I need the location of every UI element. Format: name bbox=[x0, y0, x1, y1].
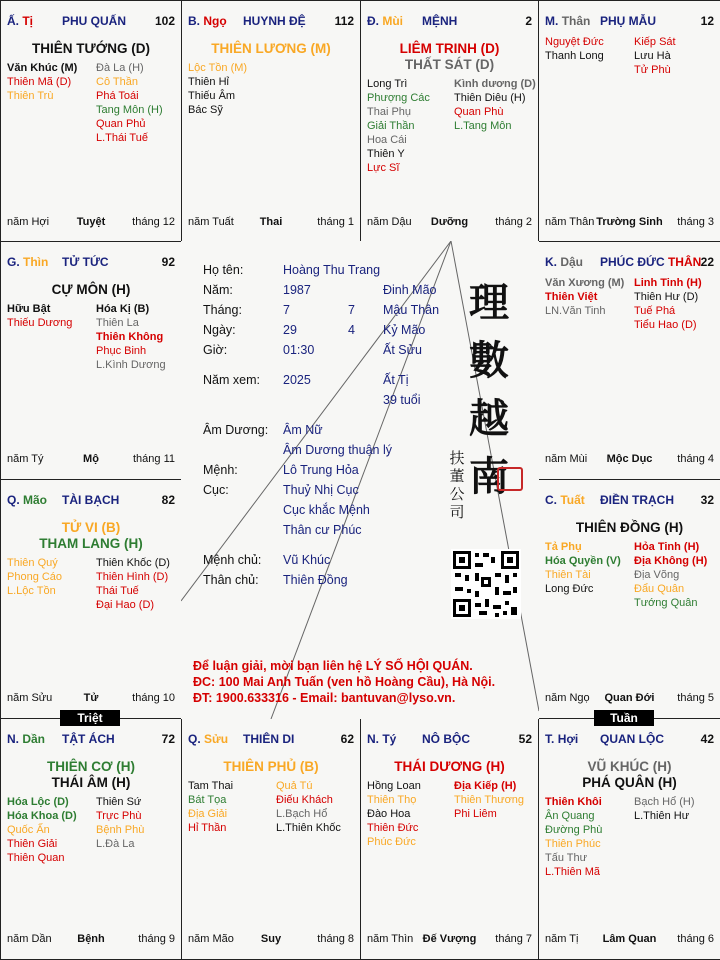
palace-mui bbox=[360, 0, 539, 243]
palace-footer bbox=[545, 453, 714, 467]
minor-star: Kình dương (D) bbox=[454, 78, 536, 90]
palace-name: HUYNH ĐỆ bbox=[243, 14, 306, 28]
main-star: CỰ MÔN (H) bbox=[51, 282, 131, 297]
contact-line-2: ĐC: 100 Mai Anh Tuấn (ven hồ Hoàng Cầu), Hà Nội. bbox=[193, 675, 496, 689]
minor-star: Hóa Quyền (V) bbox=[545, 555, 621, 567]
minor-star: Địa Kiếp (H) bbox=[454, 780, 517, 792]
palace-number: 22 bbox=[700, 255, 714, 269]
minor-star: L.Thiên Hư bbox=[634, 810, 690, 822]
minor-star: Thanh Long bbox=[545, 50, 604, 62]
palace-name: THIÊN DI bbox=[243, 732, 295, 746]
palace-header bbox=[545, 14, 714, 30]
palace-number: 112 bbox=[334, 14, 354, 28]
minor-star: Đẩu Quân bbox=[634, 583, 685, 595]
minor-star: Hóa Khoa (D) bbox=[7, 810, 77, 822]
palace-name: PHỤ MẪU bbox=[600, 14, 656, 28]
minor-star: Thiên Việt bbox=[545, 291, 598, 303]
minor-star: LN.Văn Tinh bbox=[545, 305, 606, 317]
palace-footer bbox=[545, 933, 714, 947]
palace-number: 42 bbox=[700, 732, 714, 746]
palace-name: QUAN LỘC bbox=[600, 732, 664, 746]
stars-right bbox=[634, 276, 702, 332]
palace-header bbox=[545, 493, 714, 509]
minor-star: Thiên Hình (D) bbox=[96, 571, 169, 583]
footer-month: tháng 7 bbox=[495, 933, 532, 945]
stars-left bbox=[545, 795, 602, 879]
minor-star: Tuế Phá bbox=[634, 305, 676, 317]
palace-main-stars bbox=[1, 520, 181, 552]
stars-left bbox=[545, 276, 624, 318]
palace-main-stars bbox=[361, 759, 538, 775]
minor-star: Thiên La bbox=[96, 317, 139, 329]
footer-month: tháng 10 bbox=[132, 692, 175, 704]
palace-thin bbox=[0, 241, 182, 480]
palace-footer bbox=[7, 216, 175, 230]
palace-dau bbox=[538, 241, 720, 480]
minor-star: Thiên Trù bbox=[7, 90, 54, 102]
minor-star: L.Thiên Khốc bbox=[276, 822, 341, 834]
footer-stage: Lâm Quan bbox=[602, 933, 657, 945]
minor-star: Địa Võng bbox=[634, 569, 680, 581]
main-star: THAM LANG (H) bbox=[39, 536, 143, 551]
footer-stage: Suy bbox=[260, 933, 282, 945]
palace-footer bbox=[7, 692, 175, 706]
minor-star: Tả Phụ bbox=[545, 541, 582, 553]
minor-star: Thiên Sứ bbox=[96, 796, 142, 808]
main-star: THIÊN PHỦ (B) bbox=[223, 759, 319, 774]
small-calligraphy: 扶 董 公 司 bbox=[449, 449, 465, 521]
minor-star: L.Kình Dương bbox=[96, 359, 166, 371]
footer-year: năm Thân bbox=[545, 216, 595, 228]
palace-than bbox=[538, 0, 720, 243]
palace-name: MỆNH bbox=[422, 14, 458, 28]
stars-right bbox=[96, 556, 170, 612]
stars-right bbox=[454, 77, 536, 133]
palace-can-chi: B. Ngọ bbox=[188, 14, 227, 28]
calligraphy-char-3: 越 bbox=[469, 395, 509, 442]
palace-footer bbox=[7, 453, 175, 467]
footer-year: năm Dậu bbox=[367, 216, 412, 228]
stars-right bbox=[96, 302, 166, 372]
stars-left bbox=[188, 779, 233, 835]
minor-star: Địa Giải bbox=[188, 808, 228, 820]
minor-star: Thiếu Dương bbox=[7, 317, 73, 329]
palace-header bbox=[367, 14, 532, 30]
palace-header bbox=[7, 493, 175, 509]
footer-stage: Quan Đới bbox=[604, 692, 655, 704]
minor-star: Lực Sĩ bbox=[367, 162, 400, 174]
minor-star: Quan Phủ bbox=[96, 118, 146, 130]
palace-can-chi: Q. Mão bbox=[7, 493, 48, 507]
footer-month: tháng 4 bbox=[677, 453, 714, 465]
minor-star: Long Đức bbox=[545, 583, 594, 595]
palace-number: 52 bbox=[518, 732, 532, 746]
palace-number: 92 bbox=[161, 255, 175, 269]
stars-right bbox=[276, 779, 341, 835]
minor-star: Thiên Quan bbox=[7, 852, 65, 864]
palace-can-chi: Q. Sửu bbox=[188, 732, 229, 746]
palace-footer bbox=[188, 933, 354, 947]
palace-ngo bbox=[181, 0, 361, 243]
minor-star: Quốc Ấn bbox=[7, 824, 50, 836]
footer-stage: Bệnh bbox=[77, 933, 105, 945]
palace-number: 62 bbox=[340, 732, 354, 746]
footer-year: năm Hợi bbox=[7, 216, 50, 228]
minor-star: Thiên Không bbox=[96, 331, 164, 343]
minor-star: Tấu Thư bbox=[545, 852, 588, 864]
main-star: PHÁ QUÂN (H) bbox=[582, 775, 677, 790]
minor-star: Tử Phù bbox=[634, 64, 671, 76]
minor-star: L.Lộc Tồn bbox=[7, 585, 56, 597]
minor-star: Đào Hoa bbox=[367, 808, 411, 820]
stars-left bbox=[7, 302, 72, 330]
palace-ty bbox=[360, 718, 539, 960]
footer-year: năm Mão bbox=[188, 933, 234, 945]
footer-stage: Mộ bbox=[83, 453, 99, 465]
minor-star: Địa Không (H) bbox=[634, 555, 708, 567]
footer-stage: Đế Vượng bbox=[422, 933, 477, 945]
stars-left bbox=[545, 35, 604, 63]
palace-can-chi: N. Dần bbox=[7, 732, 46, 746]
red-seal-stamp bbox=[497, 467, 523, 491]
footer-year: năm Sửu bbox=[7, 692, 53, 704]
palace-number: 32 bbox=[700, 493, 714, 507]
palace-main-stars bbox=[182, 759, 360, 775]
minor-star: Phục Binh bbox=[96, 345, 147, 357]
minor-star: Phong Cáo bbox=[7, 571, 63, 583]
minor-star: Thiên Khôi bbox=[545, 796, 602, 808]
palace-name: TẬT ÁCH bbox=[62, 732, 115, 746]
minor-star: Phúc Đức bbox=[367, 836, 416, 848]
minor-star: Lộc Tồn (M) bbox=[188, 62, 248, 74]
stars-left bbox=[367, 77, 430, 175]
main-star: TỬ VI (B) bbox=[61, 520, 121, 535]
palace-main-stars bbox=[361, 41, 538, 73]
palace-name: TỬ TỨC bbox=[62, 255, 109, 269]
palace-can-chi: Ấ. Tị bbox=[7, 14, 34, 28]
main-star: THÁI DƯƠNG (H) bbox=[394, 759, 505, 774]
main-star: VŨ KHÚC (H) bbox=[587, 759, 672, 774]
footer-month: tháng 3 bbox=[677, 216, 714, 228]
palace-header bbox=[188, 14, 354, 30]
palace-number: 2 bbox=[525, 14, 532, 28]
footer-stage: Mộc Dục bbox=[606, 453, 653, 465]
minor-star: Thiên Quý bbox=[7, 557, 58, 569]
minor-star: Bác Sỹ bbox=[188, 104, 223, 116]
minor-star: Thiên Thương bbox=[454, 794, 525, 806]
minor-star: Tam Thai bbox=[188, 780, 234, 792]
palace-header bbox=[545, 732, 714, 748]
palace-footer bbox=[367, 216, 532, 230]
center-info-panel: Họ tên: Hoàng Thu Trang Năm: 1987 Đinh Mão Tháng: 7 7 Mậu Thân Ngày: 29 4 Kỷ Mão Giờ: 01:30 Ất Sửu Năm xem: 2025 Ất Tị 39 tuổi Âm Dương: Âm Nữ Âm Dương thuận lý Mệnh: Lô Trung Hỏa Cục: Thuỷ Nhị Cục Cục khắc Mệnh Thân cư Phúc Mệnh chủ: Vũ Khúc Thân chủ: Thiên Đồng 理 數 越 南 扶 董 公 司 Để luận giải, mời bạn liên hệ LÝ SỐ HỘI QUÁN. ĐC: 100 Mai Anh Tuấn (ven hồ Hoàng Cầu), Hà Nội. ĐT: 1900.633316 - Email: bantuvan@lyso.vn. bbox=[181, 241, 539, 719]
main-star: THIÊN CƠ (H) bbox=[46, 759, 135, 774]
palace-number: 82 bbox=[161, 493, 175, 507]
minor-star: Điếu Khách bbox=[276, 794, 333, 806]
palace-mao bbox=[0, 479, 182, 719]
stars-right bbox=[454, 779, 524, 821]
palace-header bbox=[367, 732, 532, 748]
info-am-duong-2: Âm Dương thuận lý bbox=[283, 443, 392, 457]
info-tuoi: 39 tuổi bbox=[383, 393, 421, 407]
footer-month: tháng 8 bbox=[317, 933, 354, 945]
palace-main-stars bbox=[1, 41, 181, 57]
palace-can-chi: N. Tý bbox=[367, 732, 397, 746]
minor-star: Đại Hao (D) bbox=[96, 599, 155, 611]
palace-name: PHÚC ĐỨC THÂN bbox=[600, 255, 702, 269]
palace-can-chi: C. Tuất bbox=[545, 493, 585, 507]
palace-name: NÔ BỘC bbox=[422, 732, 470, 746]
footer-year: năm Ngọ bbox=[545, 692, 590, 704]
minor-star: Quan Phù bbox=[454, 106, 504, 118]
footer-stage: Thai bbox=[259, 216, 283, 228]
minor-star: Kiếp Sát bbox=[634, 36, 676, 48]
minor-star: L.Đà La bbox=[96, 838, 135, 850]
minor-star: Thiên Tài bbox=[545, 569, 591, 581]
footer-month: tháng 12 bbox=[132, 216, 175, 228]
minor-star: Tướng Quân bbox=[634, 597, 698, 609]
palace-dan bbox=[0, 718, 182, 960]
stars-right bbox=[96, 61, 163, 145]
palace-can-chi: Đ. Mùi bbox=[367, 14, 404, 28]
palace-header bbox=[545, 255, 714, 271]
footer-year: năm Dần bbox=[7, 933, 52, 945]
palace-footer bbox=[7, 933, 175, 947]
triet-tag: Triệt bbox=[60, 710, 120, 726]
palace-header bbox=[188, 732, 354, 748]
minor-star: Linh Tinh (H) bbox=[634, 277, 702, 289]
minor-star: Ân Quang bbox=[545, 810, 595, 822]
calligraphy-char-1: 理 bbox=[469, 279, 509, 326]
calligraphy-char-2: 數 bbox=[469, 337, 509, 384]
stars-left bbox=[7, 61, 77, 103]
palace-hoi bbox=[538, 718, 720, 960]
palace-footer bbox=[367, 933, 532, 947]
minor-star: Đường Phù bbox=[545, 824, 603, 836]
minor-star: Văn Xương (M) bbox=[545, 277, 625, 289]
minor-star: Thiên Mã (D) bbox=[7, 76, 72, 88]
minor-star: Phi Liêm bbox=[454, 808, 497, 820]
main-star: LIÊM TRINH (D) bbox=[399, 41, 500, 56]
minor-star: Văn Khúc (M) bbox=[7, 62, 78, 74]
palace-number: 102 bbox=[154, 14, 175, 28]
main-star: THIÊN TƯỚNG (D) bbox=[32, 41, 150, 56]
palace-can-chi: K. Dậu bbox=[545, 255, 584, 269]
footer-year: năm Thìn bbox=[367, 933, 414, 945]
palace-footer bbox=[545, 216, 714, 230]
footer-stage: Tử bbox=[83, 692, 99, 704]
palace-footer bbox=[545, 692, 714, 706]
palace-header bbox=[7, 732, 175, 748]
footer-stage: Dưỡng bbox=[430, 216, 469, 228]
palace-ti bbox=[0, 0, 182, 243]
minor-star: Quả Tú bbox=[276, 780, 313, 792]
palace-main-stars bbox=[1, 282, 181, 298]
palace-number: 12 bbox=[700, 14, 714, 28]
footer-month: tháng 6 bbox=[677, 933, 714, 945]
tuan-tag: Tuần bbox=[594, 710, 654, 726]
minor-star: L.Thái Tuế bbox=[96, 132, 148, 144]
palace-name: TÀI BẠCH bbox=[62, 493, 120, 507]
minor-star: Lưu Hà bbox=[634, 50, 671, 62]
minor-star: Long Trì bbox=[367, 78, 408, 90]
stars-right bbox=[634, 540, 707, 610]
palace-tuat bbox=[538, 479, 720, 719]
minor-star: Thiên Thọ bbox=[367, 794, 417, 806]
footer-stage: Tuyệt bbox=[76, 216, 106, 228]
minor-star: Hoa Cái bbox=[367, 134, 407, 146]
qr-code-icon bbox=[451, 549, 521, 619]
minor-star: Hóa Kị (B) bbox=[96, 303, 150, 315]
minor-star: Thái Tuế bbox=[96, 585, 139, 597]
minor-star: Giải Thần bbox=[367, 120, 415, 132]
minor-star: Thiên Phúc bbox=[545, 838, 601, 850]
palace-name: ĐIỀN TRẠCH bbox=[600, 493, 674, 507]
palace-main-stars bbox=[539, 759, 720, 791]
footer-year: năm Tị bbox=[545, 933, 579, 945]
palace-suu bbox=[181, 718, 361, 960]
stars-left bbox=[188, 61, 247, 117]
minor-star: Hồng Loan bbox=[367, 780, 421, 792]
main-star: THẤT SÁT (D) bbox=[404, 57, 495, 72]
stars-right bbox=[634, 35, 676, 77]
footer-year: năm Tuất bbox=[188, 216, 234, 228]
minor-star: Thiên Diêu (H) bbox=[454, 92, 526, 104]
info-cuc-3: Thân cư Phúc bbox=[283, 523, 362, 537]
palace-main-stars bbox=[1, 759, 181, 791]
minor-star: Bệnh Phù bbox=[96, 824, 145, 836]
minor-star: Tang Môn (H) bbox=[96, 104, 163, 116]
minor-star: Thiên Khốc (D) bbox=[96, 557, 170, 569]
minor-star: Hỏa Tinh (H) bbox=[634, 541, 700, 553]
minor-star: Hóa Lộc (D) bbox=[7, 796, 69, 808]
minor-star: Thiên Giải bbox=[7, 838, 58, 850]
palace-can-chi: T. Hợi bbox=[545, 732, 579, 746]
main-star: THÁI ÂM (H) bbox=[51, 775, 131, 790]
minor-star: Hỉ Thần bbox=[188, 822, 227, 834]
contact-line-3: ĐT: 1900.633316 - Email: bantuvan@lyso.vn. bbox=[193, 691, 456, 705]
minor-star: Phá Toái bbox=[96, 90, 139, 102]
minor-star: Thiên Đức bbox=[367, 822, 419, 834]
palace-number: 72 bbox=[161, 732, 175, 746]
palace-main-stars bbox=[539, 520, 720, 536]
minor-star: Phượng Các bbox=[367, 92, 430, 104]
minor-star: Hữu Bật bbox=[7, 303, 51, 315]
minor-star: Bạch Hổ (H) bbox=[634, 796, 695, 808]
minor-star: Thiếu Âm bbox=[188, 90, 236, 102]
minor-star: Thiên Hỉ bbox=[188, 76, 229, 88]
stars-right bbox=[634, 795, 695, 823]
palace-can-chi: G. Thìn bbox=[7, 255, 49, 269]
footer-month: tháng 9 bbox=[138, 933, 175, 945]
footer-month: tháng 1 bbox=[317, 216, 354, 228]
footer-year: năm Tý bbox=[7, 453, 44, 465]
palace-footer bbox=[188, 216, 354, 230]
main-star: THIÊN LƯƠNG (M) bbox=[211, 41, 331, 56]
calligraphy-char-4: 南 bbox=[469, 453, 509, 500]
minor-star: Trực Phù bbox=[96, 810, 142, 822]
footer-month: tháng 5 bbox=[677, 692, 714, 704]
palace-header bbox=[7, 255, 175, 271]
stars-left bbox=[367, 779, 421, 849]
stars-left bbox=[7, 795, 77, 865]
stars-left bbox=[7, 556, 62, 598]
stars-right bbox=[96, 795, 144, 851]
palace-header bbox=[7, 14, 175, 30]
minor-star: Nguyệt Đức bbox=[545, 36, 604, 48]
minor-star: L.Tang Môn bbox=[454, 120, 512, 132]
palace-can-chi: M. Thân bbox=[545, 14, 591, 28]
stars-left bbox=[545, 540, 621, 596]
minor-star: Thiên Hư (D) bbox=[634, 291, 699, 303]
minor-star: Thai Phụ bbox=[367, 106, 412, 118]
contact-line-1: Để luận giải, mời bạn liên hệ LÝ SỐ HỘI QUÁN. bbox=[193, 659, 473, 673]
footer-stage: Trường Sinh bbox=[596, 216, 663, 228]
minor-star: L.Bạch Hổ bbox=[276, 808, 328, 820]
minor-star: Thiên Y bbox=[367, 148, 405, 160]
info-cuc-2: Cục khắc Mệnh bbox=[283, 503, 370, 517]
footer-month: tháng 2 bbox=[495, 216, 532, 228]
minor-star: Cô Thần bbox=[96, 76, 138, 88]
minor-star: Tiểu Hao (D) bbox=[634, 319, 697, 331]
minor-star: Bát Tọa bbox=[188, 794, 227, 806]
footer-year: năm Mùi bbox=[545, 453, 588, 465]
minor-star: Đà La (H) bbox=[96, 62, 144, 74]
palace-main-stars bbox=[182, 41, 360, 57]
footer-month: tháng 11 bbox=[132, 453, 175, 465]
palace-name: PHU QUẤN bbox=[62, 14, 127, 28]
main-star: THIÊN ĐỒNG (H) bbox=[575, 520, 684, 535]
minor-star: L.Thiên Mã bbox=[545, 866, 601, 878]
